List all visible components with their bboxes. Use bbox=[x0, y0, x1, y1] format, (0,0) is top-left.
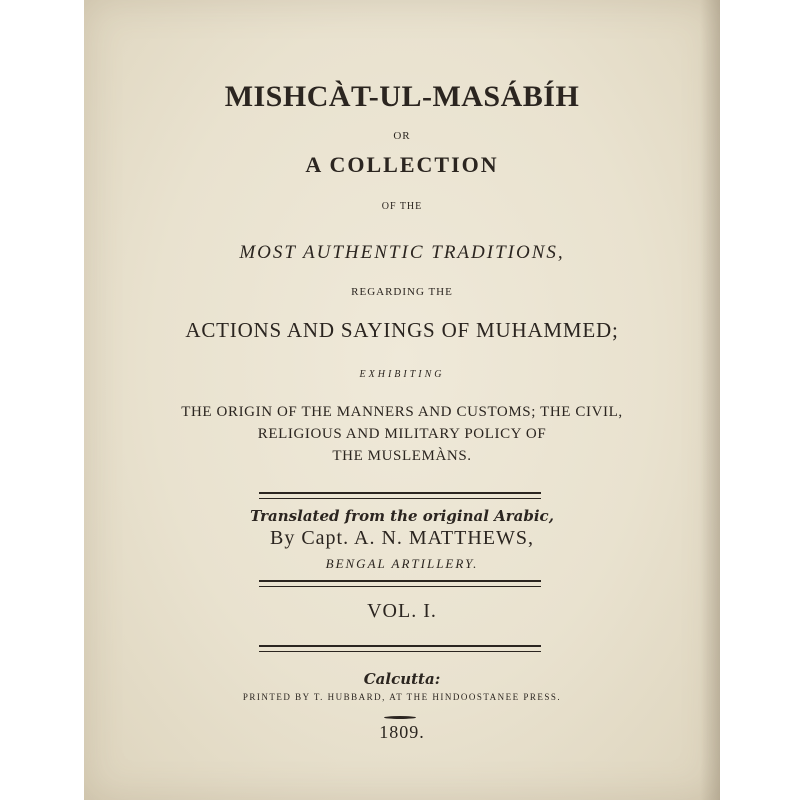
imprint-flourish bbox=[384, 716, 416, 719]
subtitle-collection: A COLLECTION bbox=[305, 152, 499, 177]
actions-and-sayings: ACTIONS AND SAYINGS OF MUHAMMED; bbox=[185, 318, 619, 342]
most-authentic-traditions: MOST AUTHENTIC TRADITIONS, bbox=[239, 242, 565, 263]
volume-number: VOL. I. bbox=[367, 600, 437, 622]
of-the-connector: OF THE bbox=[381, 201, 423, 212]
translator-regiment: BENGAL ARTILLERY. bbox=[325, 556, 479, 571]
regarding-the-connector: REGARDING THE bbox=[351, 286, 453, 298]
imprint-year: 1809. bbox=[379, 722, 425, 742]
book-title: MISHCÀT-UL-MASÁBÍH bbox=[224, 80, 580, 113]
imprint-printer: PRINTED BY T. HUBBARD, AT THE HINDOOSTANEE PRESS. bbox=[242, 692, 562, 702]
translator-name: By Capt. A. N. MATTHEWS, bbox=[270, 527, 534, 549]
origin-line-1: THE ORIGIN OF THE MANNERS AND CUSTOMS; THE CIVIL, bbox=[181, 404, 623, 420]
exhibiting-connector: EXHIBITING bbox=[359, 369, 445, 380]
imprint-city: Calcutta: bbox=[363, 670, 441, 688]
or-connector: OR bbox=[393, 130, 411, 142]
translated-note: Translated from the original Arabic, bbox=[250, 507, 554, 525]
origin-line-2: RELIGIOUS AND MILITARY POLICY OF bbox=[257, 426, 547, 442]
double-rule-bottom bbox=[259, 645, 541, 652]
double-rule-top bbox=[259, 492, 541, 499]
origin-line-3: THE MUSLEMÀNS. bbox=[332, 448, 472, 464]
double-rule-middle bbox=[259, 580, 541, 587]
